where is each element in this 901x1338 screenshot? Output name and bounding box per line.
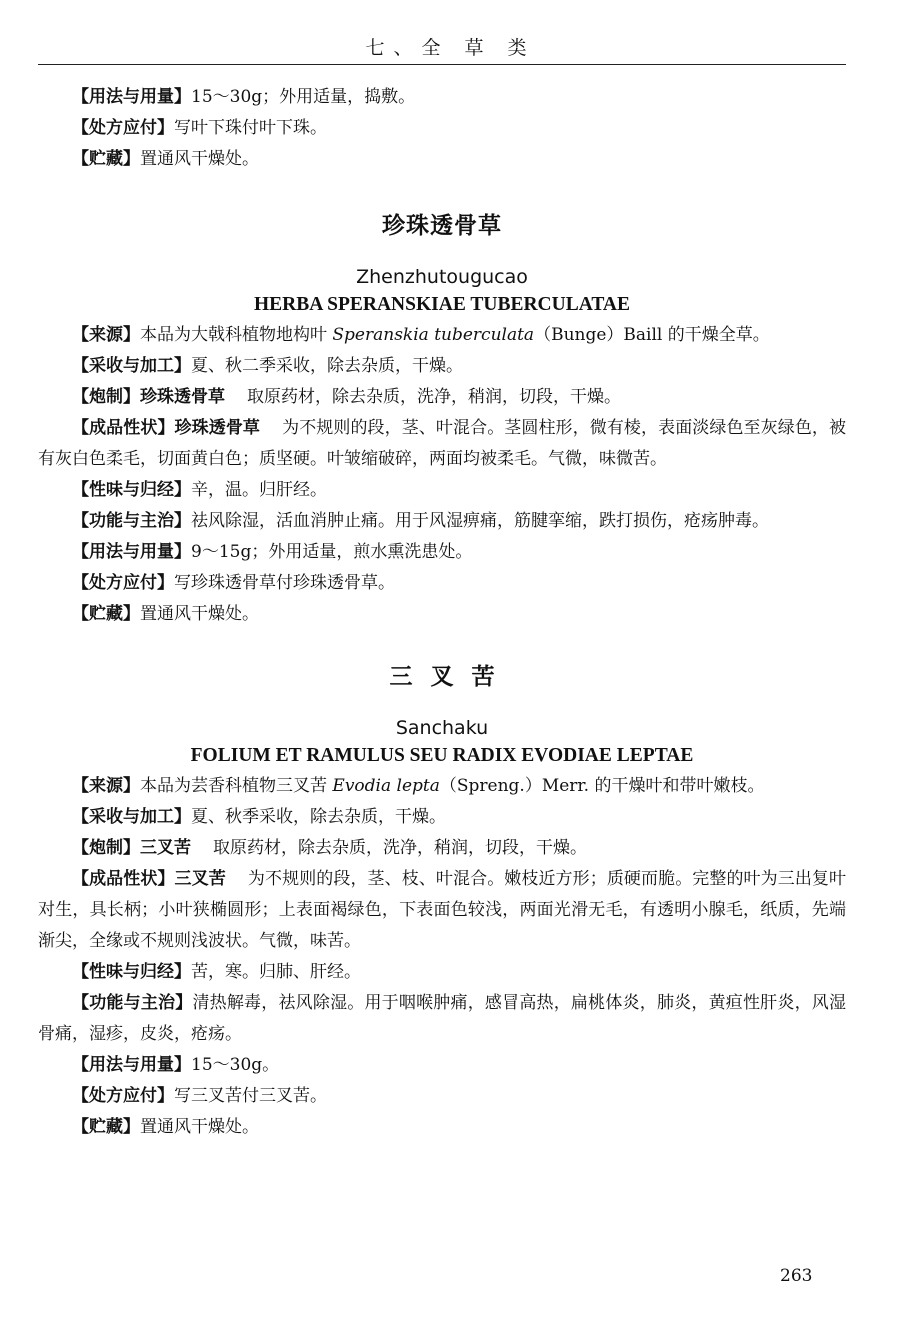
source-paragraph xyxy=(38,320,846,351)
source-paragraph xyxy=(38,771,846,802)
storage-paragraph xyxy=(38,599,846,630)
source-post: （Spreng.）Merr. 的干燥叶和带叶嫩枝。 xyxy=(439,776,765,796)
prescription-paragraph xyxy=(38,568,846,599)
character-paragraph xyxy=(38,864,846,957)
character-paragraph xyxy=(38,413,846,475)
taste-label: 【性味与归经】 xyxy=(72,480,191,500)
usage-text: 15～30g。 xyxy=(191,1055,280,1075)
intro-storage xyxy=(38,144,846,175)
prescription-label: 【处方应付】 xyxy=(72,118,174,138)
usage-label: 【用法与用量】 xyxy=(72,542,191,562)
species-name: Speranskia tuberculata xyxy=(332,325,535,345)
prescription-paragraph xyxy=(38,1081,846,1112)
storage-text: 置通风干燥处。 xyxy=(140,604,259,624)
page-number: 263 xyxy=(780,1266,813,1286)
processing-name: 珍珠透骨草 xyxy=(140,387,225,407)
prescription-text: 写叶下珠付叶下珠。 xyxy=(174,118,327,138)
harvest-label: 【采收与加工】 xyxy=(72,356,191,376)
species-name: Evodia lepta xyxy=(332,776,440,796)
storage-label: 【贮藏】 xyxy=(72,149,140,169)
usage-paragraph xyxy=(38,1050,846,1081)
storage-label: 【贮藏】 xyxy=(72,1117,140,1137)
harvest-text: 夏、秋二季采收，除去杂质，干燥。 xyxy=(191,356,463,376)
function-text: 祛风除湿，活血消肿止痛。用于风湿痹痛，筋腱挛缩，跌打损伤，疮疡肿毒。 xyxy=(191,511,769,531)
harvest-paragraph xyxy=(38,802,846,833)
source-post: （Bunge）Baill 的干燥全草。 xyxy=(534,325,770,345)
taste-text: 辛，温。归肝经。 xyxy=(191,480,327,500)
source-label: 【来源】 xyxy=(72,776,140,796)
processing-label: 【炮制】 xyxy=(72,387,140,407)
entry-pinyin: Sanchaku xyxy=(395,717,489,739)
character-label: 【成品性状】 xyxy=(72,418,175,438)
intro-usage xyxy=(38,82,846,113)
harvest-label: 【采收与加工】 xyxy=(72,807,191,827)
taste-paragraph xyxy=(38,475,846,506)
function-label: 【功能与主治】 xyxy=(72,993,193,1013)
entry-latin-name: HERBA SPERANSKIAE TUBERCULATAE xyxy=(253,294,630,315)
running-header: 七、全 草 类 xyxy=(365,37,536,59)
prescription-label: 【处方应付】 xyxy=(72,573,174,593)
taste-paragraph xyxy=(38,957,846,988)
source-pre: 本品为大戟科植物地构叶 xyxy=(140,325,333,345)
entry-pinyin: Zhenzhutougucao xyxy=(356,266,528,288)
intro-prescription xyxy=(38,113,846,144)
function-label: 【功能与主治】 xyxy=(72,511,191,531)
entry-title: 珍珠透骨草 xyxy=(382,213,502,239)
processing-label: 【炮制】 xyxy=(72,838,140,858)
usage-label: 【用法与用量】 xyxy=(72,1055,191,1075)
harvest-paragraph xyxy=(38,351,846,382)
harvest-text: 夏、秋季采收，除去杂质，干燥。 xyxy=(191,807,446,827)
prescription-text: 写珍珠透骨草付珍珠透骨草。 xyxy=(174,573,395,593)
usage-paragraph xyxy=(38,537,846,568)
entry-title: 三叉苦 xyxy=(389,664,513,690)
taste-text: 苦，寒。归肺、肝经。 xyxy=(191,962,361,982)
character-text: 为不规则的段，茎、枝、叶混合。嫩枝近方形；质硬而脆。完整的叶为三出复叶对生，具长柄；小叶狭椭圆形；上表面褐绿色，下表面色较浅，两面光滑无毛，有透明小腺毛，纸质，先端渐尖，全缘或不规则浅波状。气微，味苦。 xyxy=(38,869,847,951)
prescription-text: 写三叉苦付三叉苦。 xyxy=(174,1086,327,1106)
processing-text: 取原药材，除去杂质，洗净，稍润，切段，干燥。 xyxy=(247,387,621,407)
function-paragraph xyxy=(38,506,846,537)
entry-latin-name: FOLIUM ET RAMULUS SEU RADIX EVODIAE LEPTAE xyxy=(190,745,694,766)
function-paragraph xyxy=(38,988,846,1050)
character-name: 珍珠透骨草 xyxy=(174,418,261,438)
storage-label: 【贮藏】 xyxy=(72,604,140,624)
source-label: 【来源】 xyxy=(72,325,140,345)
storage-paragraph xyxy=(38,1112,846,1143)
function-text: 清热解毒，祛风除湿。用于咽喉肿痛，感冒高热，扁桃体炎，肺炎，黄疸性肝炎，风湿骨痛，湿疹，皮炎，疮疡。 xyxy=(38,993,847,1044)
taste-label: 【性味与归经】 xyxy=(72,962,191,982)
header-rule xyxy=(38,64,846,65)
usage-label: 【用法与用量】 xyxy=(72,87,191,107)
character-label: 【成品性状】 xyxy=(72,869,175,889)
page-content xyxy=(38,82,846,1143)
processing-name: 三叉苦 xyxy=(140,838,191,858)
storage-text: 置通风干燥处。 xyxy=(140,1117,259,1137)
usage-text: 15～30g；外用适量，捣敷。 xyxy=(191,87,416,107)
source-pre: 本品为芸香科植物三叉苦 xyxy=(140,776,333,796)
usage-text: 9～15g；外用适量，煎水熏洗患处。 xyxy=(191,542,473,562)
character-name: 三叉苦 xyxy=(174,869,226,889)
processing-text: 取原药材，除去杂质，洗净，稍润，切段，干燥。 xyxy=(213,838,587,858)
prescription-label: 【处方应付】 xyxy=(72,1086,174,1106)
processing-paragraph xyxy=(38,382,846,413)
character-text: 为不规则的段，茎、叶混合。茎圆柱形，微有棱，表面淡绿色至灰绿色，被有灰白色柔毛，切面黄白色；质坚硬。叶皱缩破碎，两面均被柔毛。气微，味微苦。 xyxy=(38,418,847,469)
processing-paragraph xyxy=(38,833,846,864)
storage-text: 置通风干燥处。 xyxy=(140,149,259,169)
